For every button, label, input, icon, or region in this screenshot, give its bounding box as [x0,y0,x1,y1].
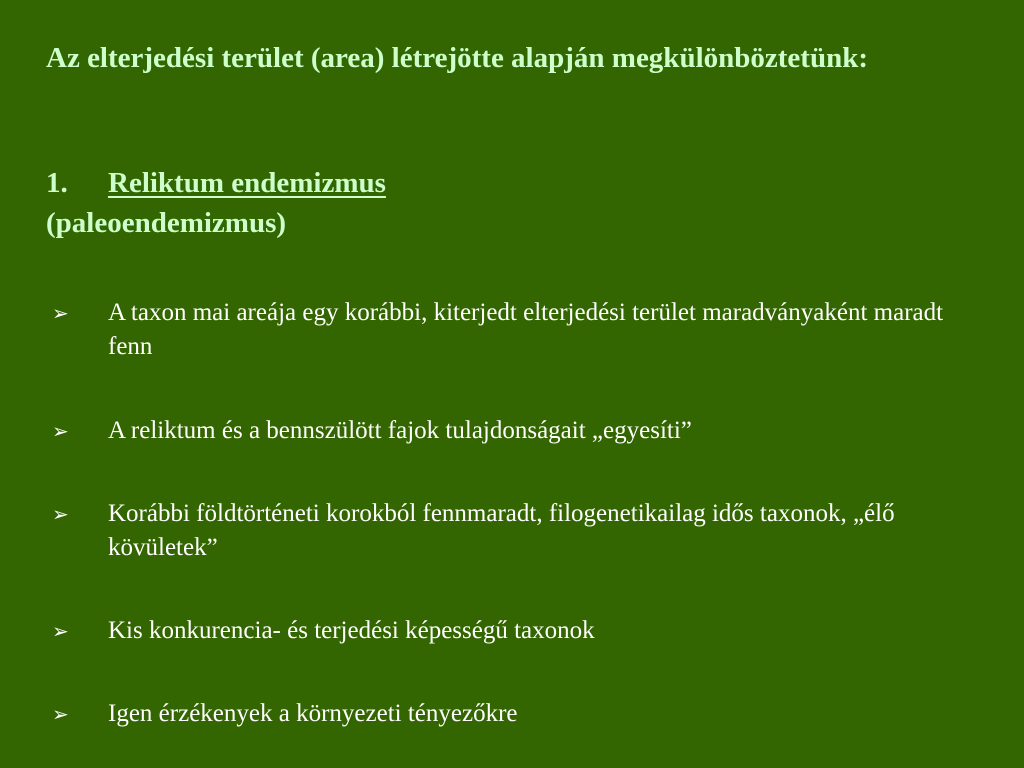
bullet-item [46,614,946,648]
numbered-item-marker: 1. [46,167,68,199]
arrowhead-bullet-icon: ➢ [52,502,69,526]
bullet-item [46,497,946,565]
bullet-text: Korábbi földtörténeti korokból fennmaradt, filogenetikailag idős taxonok, „élő kövületek” [108,500,895,561]
numbered-item-title: Reliktum endemizmus [108,167,386,199]
bullet-list [46,296,946,731]
numbered-item-line [46,163,386,203]
bullet-text: A reliktum és a bennszülött fajok tulajdonságait „egyesíti” [108,417,692,444]
bullet-text: Igen érzékenyek a környezeti tényezőkre [108,700,518,727]
bullet-item [46,414,946,448]
numbered-item-subtitle: (paleoendemizmus) [46,207,287,239]
bullet-item [46,697,946,731]
numbered-item [46,163,386,243]
bullet-item [46,296,946,364]
arrowhead-bullet-icon: ➢ [52,301,69,325]
arrowhead-bullet-icon: ➢ [52,619,69,643]
arrowhead-bullet-icon: ➢ [52,702,69,726]
arrowhead-bullet-icon: ➢ [52,419,69,443]
bullet-text: Kis konkurencia- és terjedési képességű taxonok [108,617,595,644]
bullet-text: A taxon mai areája egy korábbi, kiterjedt elterjedési terület maradványaként maradt fenn [108,299,944,360]
slide-heading: Az elterjedési terület (area) létrejötte alapján megkülönböztetünk: [46,42,868,74]
